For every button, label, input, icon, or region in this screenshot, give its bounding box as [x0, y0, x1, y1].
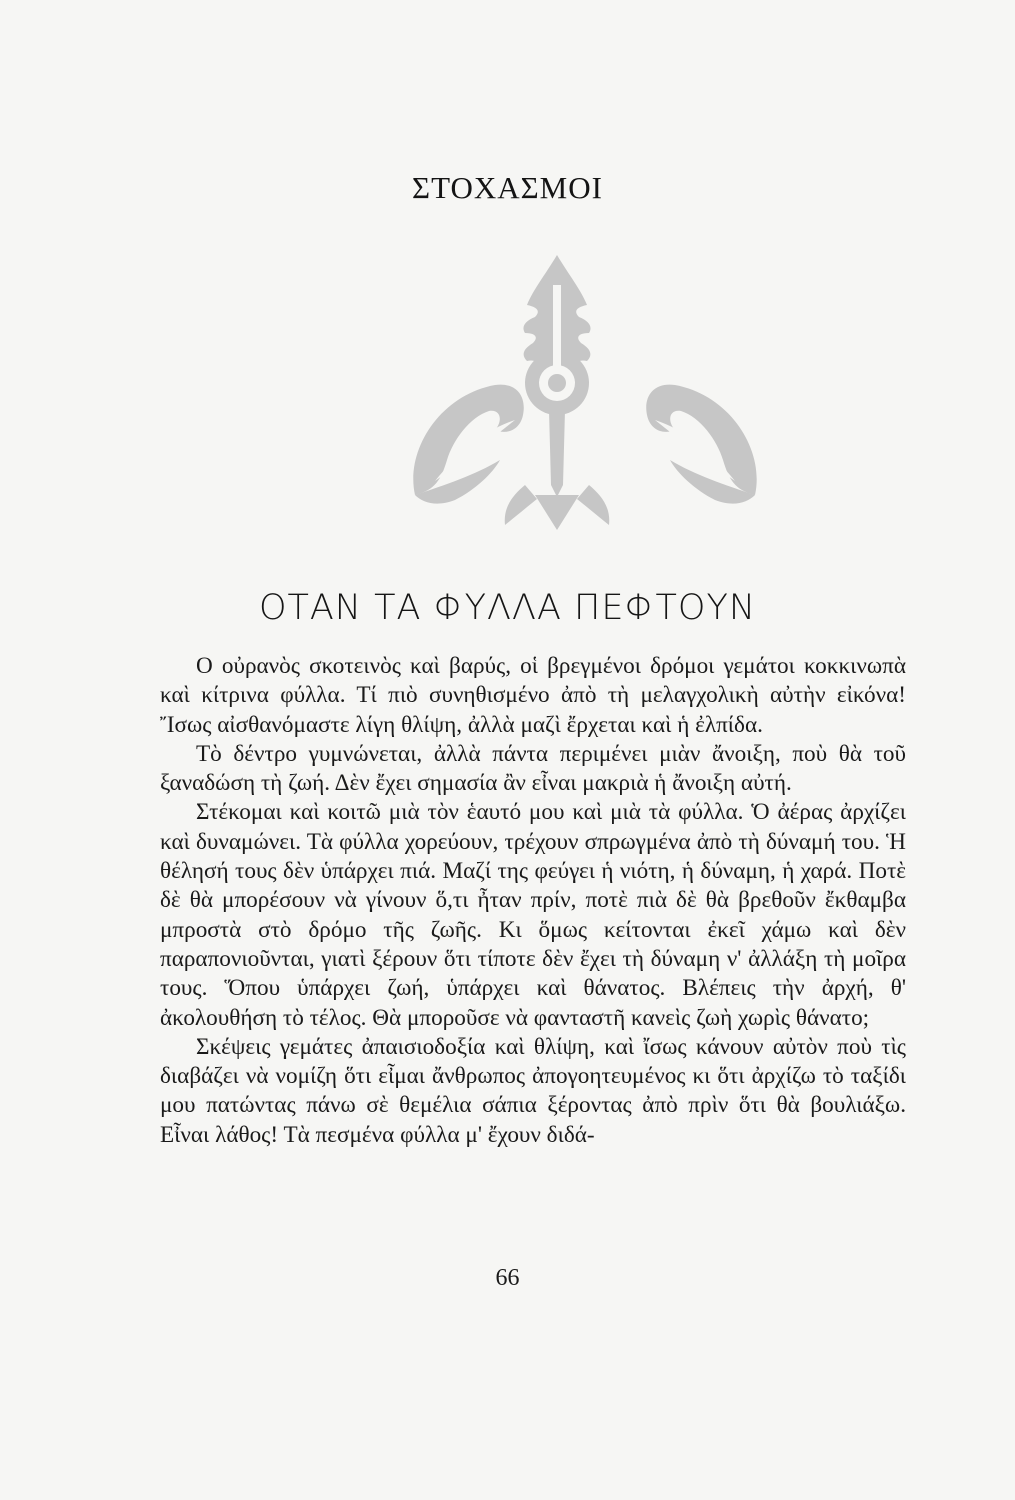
page-number: 66 — [495, 1265, 520, 1291]
body-text — [160, 652, 906, 1150]
section-title: ΣΤΟΧΑΣΜΟΙ — [412, 170, 603, 205]
paragraph: Ο οὐρανὸς σκοτεινὸς καὶ βαρύς, οἱ βρεγμένοι δρόμοι γεμάτοι κοκκινωπὰ καὶ κίτρινα φύλλα. Τί πιὸ συνηθισμένο ἀπὸ τὴ μελαγχολικὴ αὐτὴν εἰκόνα! Ἴσως αἰσθανόμαστε λίγη θλίψη, ἀλλὰ μαζὶ ἔρχεται καὶ ἡ ἐλπίδα. — [160, 653, 906, 738]
paragraph: Σκέψεις γεμάτες ἀπαισιοδοξία καὶ θλίψη, καὶ ἴσως κάνουν αὐτὸν ποὺ τὶς διαβάζει νὰ νομίζη ὅτι εἶμαι ἄνθρωπος ἀπογοητευμένος κι ὅτι ἀρχίζω τὸ ταξίδι μου πατώντας πάνω σὲ θεμέλια σάπια ξέροντας ἀπὸ πρὶν ὅτι θὰ βουλιάξω. Εἶναι λάθος! Τὰ πεσμένα φύλλα μ' ἔχουν διδά- — [160, 1033, 906, 1148]
paragraph: Στέκομαι καὶ κοιτῶ μιὰ τὸν ἑαυτό μου καὶ μιὰ τὰ φύλλα. Ὁ ἀέρας ἀρχίζει καὶ δυναμώνει. Τὰ φύλλα χορεύουν, τρέχουν σπρωγμένα ἀπὸ τὴ δύναμή του. Ἡ θέλησή τους δὲν ὑπάρχει πιά. Μαζί της φεύγει ἡ νιότη, ἡ δύναμη, ἡ χαρά. Ποτὲ δὲ θὰ μπορέσουν νὰ γίνουν ὅ,τι ἦταν πρίν, ποτὲ πιὰ δὲ θὰ βρεθοῦν ἔκθαμβα μπροστὰ στὸ δρόμο τῆς ζωῆς. Κι ὅμως κείτονται ἐκεῖ χάμω καὶ δὲν παραπονιοῦνται, γιατὶ ξέρουν ὅτι τίποτε δὲν ἔχει τὴ δύναμη ν' ἀλλάξη τὴ μοῖρα τους. Ὅπου ὑπάρχει ζωή, ὑπάρχει καὶ θάνατος. Βλέπεις τὴν ἀρχή, θ' ἀκολουθήση τὸ τέλος. Θὰ μποροῦσε νὰ φανταστῆ κανεὶς ζωὴ χωρὶς θάνατο; — [160, 799, 906, 1031]
paragraph: Τὸ δέντρο γυμνώνεται, ἀλλὰ πάντα περιμένει μιὰν ἄνοιξη, ποὺ θὰ τοῦ ξαναδώση τὴ ζωή. Δὲν ἔχει σημασία ἂν εἶναι μακριὰ ἡ ἄνοιξη αὐτή. — [160, 740, 906, 797]
leaf-ornament-icon — [375, 245, 795, 545]
chapter-title: ΟΤΑΝ ΤΑ ΦΥΛΛΑ ΠΕΦΤΟΥΝ — [258, 588, 757, 628]
